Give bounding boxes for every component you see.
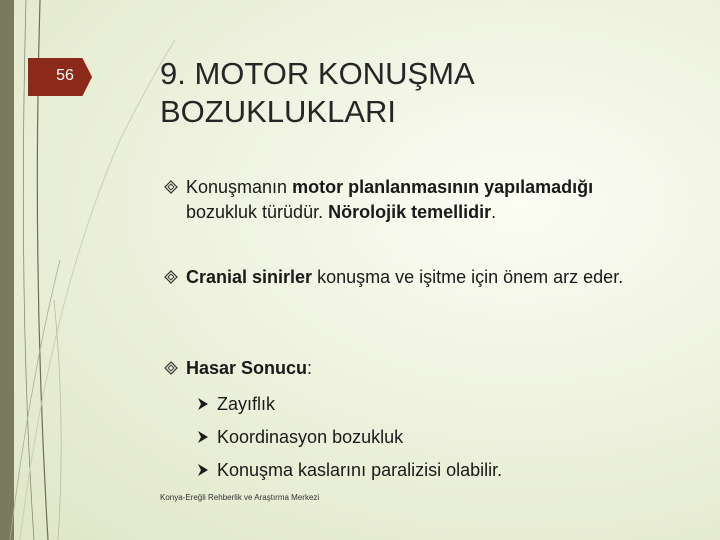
bullet-1-seg-1: Konuşmanın xyxy=(186,177,293,197)
bullet-1-seg-2: motor planlanmasının yapılamadığı xyxy=(292,177,594,197)
bullet-3-seg-1: Hasar Sonucu xyxy=(186,358,308,378)
sub-bullet-3-text: Konuşma kaslarını paralizisi olabilir. xyxy=(217,460,503,480)
sub-bullet-3 xyxy=(197,458,502,482)
footer-text: Konya-Ereğli Rehberlik ve Araştırma Merkezi xyxy=(160,493,320,502)
slide-number: 56 xyxy=(56,67,74,84)
arrow-right-icon xyxy=(197,430,209,444)
arrow-right-icon xyxy=(197,463,209,477)
bullet-1-seg-3: bozukluk türüdür. xyxy=(186,202,329,222)
bullet-1-seg-4: Nörolojik temellidir xyxy=(328,202,492,222)
bullet-3-text xyxy=(186,356,664,381)
slide-title: 9. MOTOR KONUŞMA BOZUKLUKLARI xyxy=(160,56,473,129)
bullet-1 xyxy=(164,175,664,225)
sub-bullet-1 xyxy=(197,392,275,416)
bullet-1-seg-5: . xyxy=(491,202,497,222)
bullet-3-seg-2: : xyxy=(307,358,313,378)
bullet-1-text xyxy=(186,175,664,225)
bullet-3 xyxy=(164,356,664,381)
diamond-outline-icon xyxy=(164,361,178,375)
sub-bullet-2 xyxy=(197,425,403,449)
bullet-2 xyxy=(164,265,664,290)
bullet-2-seg-1: Cranial sinirler xyxy=(186,267,313,287)
arrow-right-icon xyxy=(197,397,209,411)
sub-bullet-2-text: Koordinasyon bozukluk xyxy=(217,427,404,447)
diamond-outline-icon xyxy=(164,180,178,194)
bullet-2-seg-2: konuşma ve işitme için önem arz eder. xyxy=(312,267,624,287)
diamond-outline-icon xyxy=(164,270,178,284)
bullet-2-text xyxy=(186,265,664,290)
sub-bullet-1-text: Zayıflık xyxy=(217,394,276,414)
